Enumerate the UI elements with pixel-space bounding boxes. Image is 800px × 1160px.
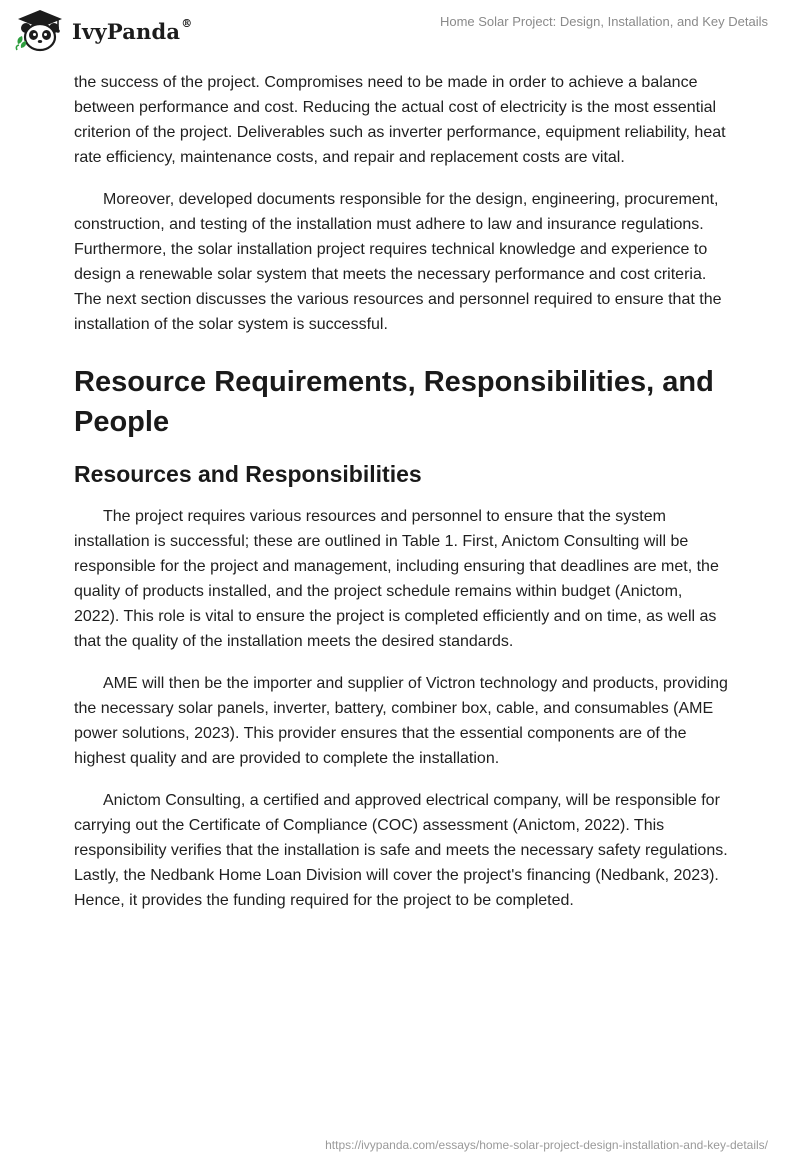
essay-content <box>74 70 730 930</box>
source-url-link[interactable]: https://ivypanda.com/essays/home-solar-project-design-installation-and-key-details/ <box>325 1138 768 1152</box>
section-heading: Resource Requirements, Responsibilities, and People <box>74 366 714 438</box>
registered-mark: ® <box>181 16 193 30</box>
panda-logo-icon <box>14 8 66 54</box>
logo[interactable] <box>14 8 192 54</box>
paragraph-continuation: the success of the project. Compromises need to be made in order to achieve a balance between performance and cost. Reducing the actual cost of electricity is the most essential criterion of the project. Deliverables such as inverter performance, equipment reliability, heat rate efficiency, maintenance costs, and repair and replacement costs are vital. <box>74 74 726 166</box>
paragraph-coc: Anictom Consulting, a certified and approved electrical company, will be responsible for carrying out the Certificate of Compliance (COC) assessment (Anictom, 2022). This responsibility verifies that the installation is safe and meets the necessary safety regulations. Lastly, the Nedbank Home Loan Division will cover the project's financing (Nedbank, 2023). Hence, it provides the funding required for the project to be completed. <box>74 792 728 909</box>
paragraph-resources: The project requires various resources and personnel to ensure that the system installation is successful; these are outlined in Table 1. First, Anictom Consulting will be responsible for the project and management, including ensuring that deadlines are met, the quality of products installed, and the project schedule remains within budget (Anictom, 2022). This role is vital to ensure the project is completed efficiently and on time, as well as that the quality of the installation meets the desired standards. <box>74 508 719 650</box>
paragraph-documents: Moreover, developed documents responsible for the design, engineering, procurement, construction, and testing of the installation must adhere to law and insurance regulations. Furthermore, the solar installation project requires technical knowledge and experience to design a renewable solar system that meets the necessary performance and cost criteria. The next section discusses the various resources and personnel required to ensure that the installation of the solar system is successful. <box>74 191 722 333</box>
page-header <box>0 0 800 70</box>
paragraph-ame: AME will then be the importer and supplier of Victron technology and products, providing the necessary solar panels, inverter, battery, combiner box, cable, and consumables (AME power solutions, 2023). This provider ensures that the essential components are of the highest quality and are provided to complete the installation. <box>74 675 728 767</box>
document-title: Home Solar Project: Design, Installation, and Key Details <box>439 14 768 29</box>
logo-text: IvyPanda® <box>72 16 193 44</box>
subsection-heading: Resources and Responsibilities <box>74 461 422 487</box>
